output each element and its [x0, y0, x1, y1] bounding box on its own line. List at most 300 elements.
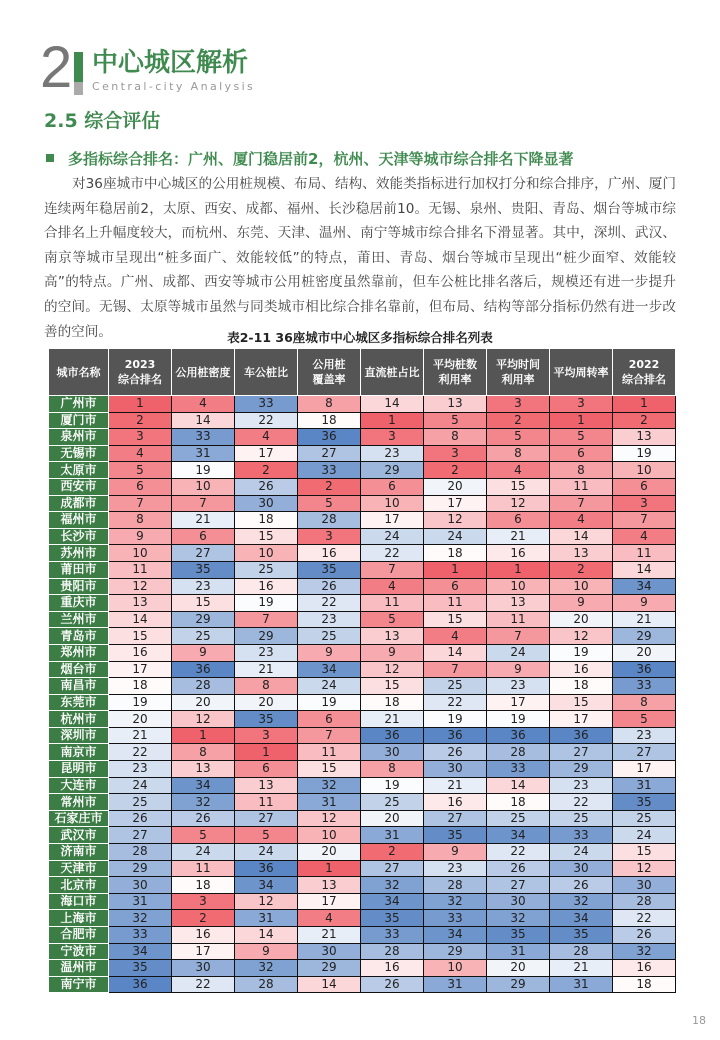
- rank-cell: 17: [109, 661, 172, 678]
- table-row: [49, 578, 676, 595]
- rank-cell: 3: [172, 893, 235, 910]
- table-row: [49, 528, 676, 545]
- city-name-cell: 天津市: [49, 860, 109, 877]
- rank-cell: 19: [172, 462, 235, 479]
- table-row: [49, 860, 676, 877]
- rank-cell: 9: [487, 661, 550, 678]
- rank-cell: 23: [109, 761, 172, 778]
- rank-cell: 21: [298, 927, 361, 944]
- rank-cell: 31: [109, 893, 172, 910]
- rank-cell: 15: [298, 761, 361, 778]
- city-name-cell: 郑州市: [49, 644, 109, 661]
- column-header-line: 综合排名: [622, 373, 666, 386]
- rank-cell: 34: [361, 893, 424, 910]
- rank-cell: 35: [298, 561, 361, 578]
- rank-cell: 22: [235, 412, 298, 429]
- rank-cell: 21: [613, 611, 676, 628]
- rank-cell: 4: [550, 512, 613, 529]
- bullet-heading: [46, 148, 573, 169]
- city-name-cell: 石家庄市: [49, 810, 109, 827]
- rank-cell: 26: [361, 976, 424, 993]
- rank-cell: 33: [361, 927, 424, 944]
- rank-cell: 23: [361, 445, 424, 462]
- rank-cell: 13: [550, 545, 613, 562]
- rank-cell: 33: [424, 910, 487, 927]
- table-row: [49, 744, 676, 761]
- city-name-cell: 厦门市: [49, 412, 109, 429]
- city-name-cell: 合肥市: [49, 927, 109, 944]
- rank-cell: 8: [109, 512, 172, 529]
- rank-cell: 35: [172, 561, 235, 578]
- rank-cell: 23: [613, 727, 676, 744]
- rank-cell: 24: [487, 644, 550, 661]
- table-row: [49, 943, 676, 960]
- rank-cell: 18: [487, 794, 550, 811]
- rank-cell: 7: [235, 611, 298, 628]
- rank-cell: 13: [487, 595, 550, 612]
- rank-cell: 33: [109, 927, 172, 944]
- rank-cell: 1: [361, 412, 424, 429]
- city-name-cell: 福州市: [49, 512, 109, 529]
- rank-cell: 17: [361, 512, 424, 529]
- rank-cell: 21: [424, 777, 487, 794]
- rank-cell: 17: [613, 761, 676, 778]
- rank-cell: 22: [172, 976, 235, 993]
- rank-cell: 14: [424, 644, 487, 661]
- column-header: [361, 349, 424, 396]
- rank-cell: 30: [235, 495, 298, 512]
- rank-cell: 34: [235, 877, 298, 894]
- column-header-line: 公用桩密度: [175, 365, 231, 379]
- rank-cell: 10: [235, 545, 298, 562]
- rank-cell: 8: [424, 429, 487, 446]
- city-name-cell: 深圳市: [49, 727, 109, 744]
- rank-cell: 34: [424, 927, 487, 944]
- rank-cell: 31: [424, 976, 487, 993]
- column-header: [550, 349, 613, 396]
- section-title: 2.5 综合评估: [44, 110, 161, 132]
- city-name-cell: 贵阳市: [49, 578, 109, 595]
- rank-cell: 27: [550, 744, 613, 761]
- chapter-accent-bar-grey: [74, 82, 83, 95]
- column-header-line: 平均周转率: [553, 365, 609, 379]
- rank-cell: 34: [172, 777, 235, 794]
- rank-cell: 13: [613, 429, 676, 446]
- column-header: [613, 349, 676, 396]
- rank-cell: 34: [613, 578, 676, 595]
- rank-cell: 12: [487, 495, 550, 512]
- rank-cell: 28: [613, 893, 676, 910]
- rank-cell: 8: [550, 462, 613, 479]
- rank-cell: 29: [361, 462, 424, 479]
- rank-cell: 15: [172, 595, 235, 612]
- rank-cell: 28: [550, 943, 613, 960]
- table-row: [49, 512, 676, 529]
- rank-cell: 23: [298, 611, 361, 628]
- rank-cell: 10: [424, 960, 487, 977]
- rank-cell: 26: [424, 744, 487, 761]
- rank-cell: 7: [172, 495, 235, 512]
- rank-cell: 29: [487, 976, 550, 993]
- rank-cell: 2: [487, 412, 550, 429]
- rank-cell: 18: [235, 512, 298, 529]
- table-row: [49, 810, 676, 827]
- rank-cell: 2: [109, 412, 172, 429]
- rank-cell: 16: [550, 661, 613, 678]
- table-row: [49, 462, 676, 479]
- rank-cell: 30: [109, 877, 172, 894]
- table-row: [49, 478, 676, 495]
- rank-cell: 28: [361, 943, 424, 960]
- rank-cell: 15: [235, 528, 298, 545]
- rank-cell: 27: [361, 860, 424, 877]
- rank-cell: 20: [487, 960, 550, 977]
- rank-cell: 36: [550, 727, 613, 744]
- city-name-cell: 莆田市: [49, 561, 109, 578]
- column-header-line: 城市名称: [56, 365, 101, 379]
- column-header-line: 2022: [628, 358, 660, 371]
- city-name-cell: 青岛市: [49, 628, 109, 645]
- rank-cell: 24: [550, 844, 613, 861]
- table-row: [49, 910, 676, 927]
- rank-cell: 23: [550, 777, 613, 794]
- city-name-cell: 泉州市: [49, 429, 109, 446]
- rank-cell: 14: [487, 777, 550, 794]
- rank-cell: 29: [235, 628, 298, 645]
- rank-cell: 15: [361, 678, 424, 695]
- rank-cell: 28: [424, 877, 487, 894]
- rank-cell: 5: [298, 495, 361, 512]
- city-name-cell: 成都市: [49, 495, 109, 512]
- rank-cell: 8: [235, 678, 298, 695]
- city-name-cell: 昆明市: [49, 761, 109, 778]
- rank-cell: 10: [172, 478, 235, 495]
- rank-cell: 15: [550, 694, 613, 711]
- city-name-cell: 济南市: [49, 844, 109, 861]
- rank-cell: 4: [487, 462, 550, 479]
- table-row: [49, 661, 676, 678]
- rank-cell: 28: [109, 844, 172, 861]
- rank-cell: 14: [172, 412, 235, 429]
- table-row: [49, 794, 676, 811]
- chapter-number: 2: [40, 35, 73, 100]
- rank-cell: 35: [361, 910, 424, 927]
- rank-cell: 32: [487, 910, 550, 927]
- rank-cell: 4: [172, 396, 235, 413]
- rank-cell: 3: [424, 445, 487, 462]
- column-header-line: 公用桩: [312, 358, 346, 371]
- column-header: [49, 349, 109, 396]
- rank-cell: 36: [361, 727, 424, 744]
- column-header-line: 覆盖率: [312, 373, 346, 386]
- rank-cell: 33: [298, 462, 361, 479]
- rank-cell: 15: [487, 478, 550, 495]
- rank-cell: 11: [487, 611, 550, 628]
- rank-cell: 34: [109, 943, 172, 960]
- rank-cell: 28: [487, 744, 550, 761]
- rank-cell: 7: [424, 661, 487, 678]
- rank-cell: 9: [424, 844, 487, 861]
- rank-cell: 19: [235, 595, 298, 612]
- rank-cell: 32: [298, 777, 361, 794]
- rank-cell: 16: [298, 545, 361, 562]
- city-name-cell: 上海市: [49, 910, 109, 927]
- rank-cell: 35: [487, 927, 550, 944]
- table-row: [49, 545, 676, 562]
- rank-cell: 1: [424, 561, 487, 578]
- rank-cell: 31: [487, 943, 550, 960]
- rank-cell: 10: [487, 578, 550, 595]
- rank-cell: 12: [424, 512, 487, 529]
- rank-cell: 12: [172, 711, 235, 728]
- rank-cell: 25: [550, 810, 613, 827]
- chapter-subtitle: Central-city Analysis: [92, 80, 256, 93]
- city-name-cell: 长沙市: [49, 528, 109, 545]
- rank-cell: 26: [613, 927, 676, 944]
- rank-cell: 34: [550, 910, 613, 927]
- rank-cell: 23: [172, 578, 235, 595]
- rank-cell: 1: [613, 396, 676, 413]
- rank-cell: 14: [235, 927, 298, 944]
- rank-cell: 25: [613, 810, 676, 827]
- rank-cell: 20: [613, 644, 676, 661]
- rank-cell: 33: [613, 678, 676, 695]
- rank-cell: 36: [487, 727, 550, 744]
- rank-cell: 20: [361, 810, 424, 827]
- rank-cell: 17: [235, 445, 298, 462]
- rank-cell: 12: [298, 810, 361, 827]
- rank-cell: 2: [235, 462, 298, 479]
- rank-cell: 31: [235, 910, 298, 927]
- rank-cell: 11: [235, 794, 298, 811]
- rank-cell: 19: [109, 694, 172, 711]
- rank-cell: 9: [613, 595, 676, 612]
- rank-cell: 35: [109, 960, 172, 977]
- rank-cell: 26: [172, 810, 235, 827]
- rank-cell: 19: [298, 694, 361, 711]
- table-row: [49, 711, 676, 728]
- chapter-title: 中心城区解析: [92, 48, 249, 78]
- column-header-line: 2023: [124, 358, 156, 371]
- rank-cell: 14: [361, 396, 424, 413]
- rank-cell: 8: [172, 744, 235, 761]
- table-row: [49, 595, 676, 612]
- rank-cell: 24: [109, 777, 172, 794]
- city-name-cell: 东莞市: [49, 694, 109, 711]
- rank-cell: 18: [109, 678, 172, 695]
- table-row: [49, 877, 676, 894]
- rank-cell: 18: [298, 412, 361, 429]
- rank-cell: 27: [424, 810, 487, 827]
- city-name-cell: 太原市: [49, 462, 109, 479]
- column-header-line: 利用率: [438, 373, 472, 386]
- rank-cell: 22: [109, 744, 172, 761]
- rank-cell: 12: [235, 893, 298, 910]
- rank-cell: 21: [235, 661, 298, 678]
- rank-cell: 7: [550, 495, 613, 512]
- rank-cell: 5: [172, 827, 235, 844]
- rank-cell: 18: [361, 694, 424, 711]
- column-header: [235, 349, 298, 396]
- rank-cell: 20: [109, 711, 172, 728]
- rank-cell: 1: [550, 412, 613, 429]
- rank-cell: 13: [172, 761, 235, 778]
- table-row: [49, 495, 676, 512]
- rank-cell: 30: [424, 761, 487, 778]
- rank-cell: 31: [613, 777, 676, 794]
- rank-cell: 26: [235, 478, 298, 495]
- rank-cell: 29: [613, 628, 676, 645]
- rank-cell: 25: [235, 561, 298, 578]
- ranking-table: [48, 348, 676, 993]
- rank-cell: 27: [613, 744, 676, 761]
- rank-cell: 6: [550, 445, 613, 462]
- rank-cell: 16: [424, 794, 487, 811]
- rank-cell: 23: [487, 678, 550, 695]
- rank-cell: 35: [550, 927, 613, 944]
- rank-cell: 9: [298, 644, 361, 661]
- rank-cell: 3: [550, 396, 613, 413]
- city-name-cell: 杭州市: [49, 711, 109, 728]
- rank-cell: 6: [172, 528, 235, 545]
- rank-cell: 22: [298, 595, 361, 612]
- city-name-cell: 西安市: [49, 478, 109, 495]
- rank-cell: 3: [109, 429, 172, 446]
- rank-cell: 18: [172, 877, 235, 894]
- column-header: [298, 349, 361, 396]
- table-row: [49, 561, 676, 578]
- bullet-heading-text: 多指标综合排名：广州、厦门稳居前2，杭州、天津等城市综合排名下降显著: [68, 150, 574, 168]
- rank-cell: 29: [298, 960, 361, 977]
- table-row: [49, 412, 676, 429]
- rank-cell: 10: [361, 495, 424, 512]
- rank-cell: 32: [361, 877, 424, 894]
- rank-cell: 23: [424, 860, 487, 877]
- table-row: [49, 927, 676, 944]
- rank-cell: 8: [613, 694, 676, 711]
- table-row: [49, 445, 676, 462]
- rank-cell: 33: [550, 827, 613, 844]
- table-row: [49, 429, 676, 446]
- rank-cell: 33: [172, 429, 235, 446]
- rank-cell: 30: [172, 960, 235, 977]
- rank-cell: 4: [613, 528, 676, 545]
- rank-cell: 18: [613, 976, 676, 993]
- rank-cell: 9: [550, 595, 613, 612]
- rank-cell: 7: [487, 628, 550, 645]
- rank-cell: 25: [487, 810, 550, 827]
- rank-cell: 19: [361, 777, 424, 794]
- table-row: [49, 893, 676, 910]
- rank-cell: 32: [109, 910, 172, 927]
- table-row: [49, 777, 676, 794]
- rank-cell: 22: [550, 794, 613, 811]
- table-header-row: [49, 349, 676, 396]
- city-name-cell: 宁波市: [49, 943, 109, 960]
- rank-cell: 22: [424, 694, 487, 711]
- column-header-line: 平均时间: [496, 358, 540, 371]
- rank-cell: 6: [424, 578, 487, 595]
- rank-cell: 13: [298, 877, 361, 894]
- city-name-cell: 南京市: [49, 744, 109, 761]
- rank-cell: 6: [613, 478, 676, 495]
- table-caption: 表2-11 36座城市中心城区多指标综合排名列表: [227, 330, 493, 345]
- rank-cell: 29: [550, 761, 613, 778]
- rank-cell: 20: [298, 844, 361, 861]
- rank-cell: 8: [298, 396, 361, 413]
- rank-cell: 15: [613, 844, 676, 861]
- rank-cell: 16: [613, 960, 676, 977]
- rank-cell: 13: [235, 777, 298, 794]
- rank-cell: 6: [298, 711, 361, 728]
- rank-cell: 9: [361, 644, 424, 661]
- rank-cell: 24: [235, 844, 298, 861]
- rank-cell: 13: [109, 595, 172, 612]
- rank-cell: 26: [487, 860, 550, 877]
- rank-cell: 19: [424, 711, 487, 728]
- table-row: [49, 628, 676, 645]
- rank-cell: 18: [550, 678, 613, 695]
- rank-cell: 32: [172, 794, 235, 811]
- table-row: [49, 694, 676, 711]
- rank-cell: 32: [613, 943, 676, 960]
- rank-cell: 31: [361, 827, 424, 844]
- rank-cell: 32: [550, 893, 613, 910]
- rank-cell: 25: [298, 628, 361, 645]
- column-header-line: 综合排名: [118, 373, 162, 386]
- rank-cell: 16: [361, 960, 424, 977]
- rank-cell: 26: [298, 578, 361, 595]
- rank-cell: 3: [613, 495, 676, 512]
- table-row: [49, 678, 676, 695]
- rank-cell: 15: [109, 628, 172, 645]
- city-name-cell: 广州市: [49, 396, 109, 413]
- rank-cell: 4: [361, 578, 424, 595]
- rank-cell: 31: [298, 794, 361, 811]
- rank-cell: 2: [613, 412, 676, 429]
- rank-cell: 15: [424, 611, 487, 628]
- rank-cell: 10: [550, 578, 613, 595]
- rank-cell: 28: [172, 678, 235, 695]
- rank-cell: 28: [235, 976, 298, 993]
- rank-cell: 5: [424, 412, 487, 429]
- rank-cell: 20: [424, 478, 487, 495]
- city-name-cell: 重庆市: [49, 595, 109, 612]
- table-row: [49, 396, 676, 413]
- rank-cell: 4: [298, 910, 361, 927]
- rank-cell: 1: [298, 860, 361, 877]
- rank-cell: 4: [235, 429, 298, 446]
- rank-cell: 20: [172, 694, 235, 711]
- rank-cell: 6: [487, 512, 550, 529]
- rank-cell: 9: [172, 644, 235, 661]
- city-name-cell: 武汉市: [49, 827, 109, 844]
- rank-cell: 8: [487, 445, 550, 462]
- rank-cell: 23: [235, 644, 298, 661]
- rank-cell: 24: [424, 528, 487, 545]
- rank-cell: 10: [613, 462, 676, 479]
- rank-cell: 17: [424, 495, 487, 512]
- rank-cell: 11: [109, 561, 172, 578]
- rank-cell: 32: [235, 960, 298, 977]
- rank-cell: 24: [613, 827, 676, 844]
- rank-cell: 30: [361, 744, 424, 761]
- rank-cell: 12: [613, 860, 676, 877]
- rank-cell: 2: [361, 844, 424, 861]
- city-name-cell: 北京市: [49, 877, 109, 894]
- column-header: [109, 349, 172, 396]
- rank-cell: 26: [109, 810, 172, 827]
